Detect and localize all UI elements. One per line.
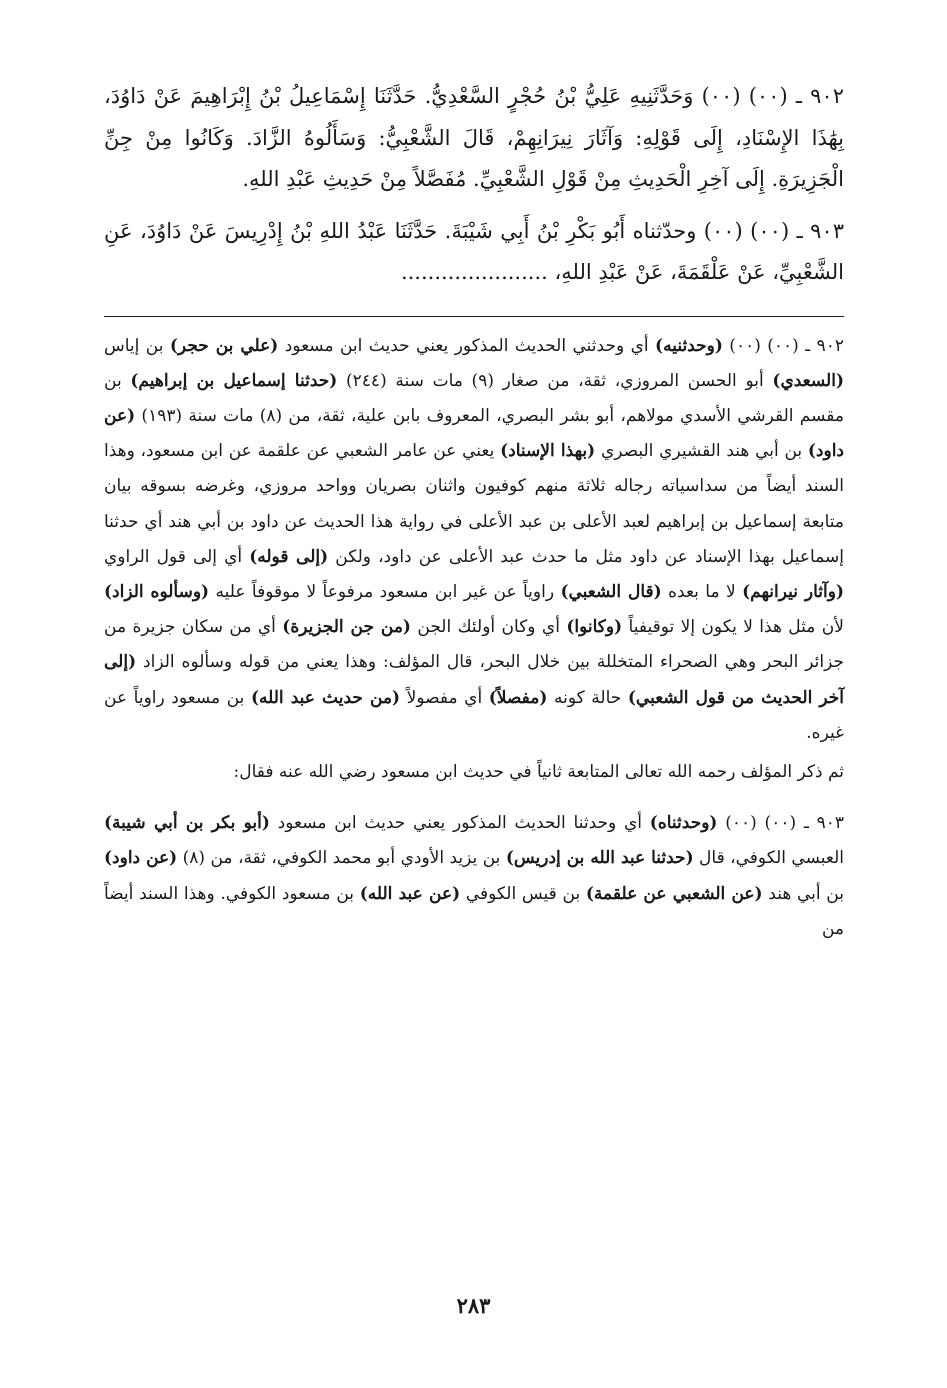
commentary-term: (من جن الجزيرة) xyxy=(282,617,411,638)
commentary-text: بن أبي هند القشيري البصري xyxy=(595,441,808,462)
commentary-text: أي وكان أولئك الجن xyxy=(410,617,567,638)
commentary-text: ٩٠٣ ـ (٠٠) (٠٠) xyxy=(717,813,845,834)
commentary-903 xyxy=(104,806,844,947)
commentary-term: (عن الشعبي عن علقمة) xyxy=(585,883,763,904)
commentary-text: لا ما بعده xyxy=(661,581,743,602)
commentary-text: ٩٠٢ ـ (٠٠) (٠٠) xyxy=(722,335,845,356)
hadith-903: ٩٠٣ ـ (٠٠) (٠٠) وحدّثناه أَبُو بَكْرِ بْنُ أَبِي شَيْبَةَ. حَدَّثَنَا عَبْدُ اللهِ بْنُ إِدْرِيسَ عَنْ دَاوُدَ، عَنِ الشَّعْبِيِّ، عَنْ عَلْقَمَةَ، عَنْ عَبْدِ اللهِ، ...................... xyxy=(104,218,844,284)
commentary-text: لأن مثل هذا لا يكون إلا توقيفياً xyxy=(622,617,844,638)
commentary xyxy=(104,329,844,947)
footnote-divider xyxy=(104,316,844,317)
commentary-term: (حدثنا إسماعيل بن إبراهيم) xyxy=(130,370,338,391)
commentary-text: بن يزيد الأودي أبو محمد الكوفي، ثقة، من (٨) xyxy=(177,848,506,869)
commentary-term: (وكانوا) xyxy=(566,617,623,638)
commentary-text: حالة كونه xyxy=(547,687,628,708)
commentary-text: بن مسعود الكوفي. وهذا السند أيضاً من xyxy=(104,883,844,939)
commentary-term: (إلى آخر الحديث من قول الشعبي) xyxy=(104,652,844,708)
commentary-text: بن قيس الكوفي xyxy=(460,883,586,904)
commentary-term: (علي بن حجر) xyxy=(169,335,279,356)
commentary-text: بن إياس xyxy=(104,335,170,356)
commentary-text: أي إلى قول الراوي xyxy=(104,546,250,567)
commentary-text: راوياً عن غير ابن مسعود مرفوعاً لا موقوفاً عليه xyxy=(209,581,561,602)
commentary-term: (من حديث عبد الله) xyxy=(250,687,401,708)
commentary-term: (عن داود) xyxy=(104,405,845,462)
commentary-text: يعني عن عامر الشعبي عن علقمة عن ابن مسعود، وهذا السند أيضاً من سداسياته رجاله ثلاثة منهم كوفيون واثنان بصريان وواحد مروزي، وغرضه بسوقه بيان متابعة إسماعيل بن إبراهيم لعبد الأعلى بن عبد الأعلى في رواية هذا الحديث عن داود بن أبي هند أي حدثنا إسماعيل بهذا الإسناد عن داود مثل ما حدث عبد الأعلى عن داود، ولكن xyxy=(104,441,845,567)
commentary-902 xyxy=(104,329,844,751)
commentary-transition: ثم ذكر المؤلف رحمه الله تعالى المتابعة ثانياً في حديث ابن مسعود رضي الله عنه فقال: xyxy=(233,761,844,782)
commentary-term: (قال الشعبي) xyxy=(560,581,662,602)
commentary-term: (وحدثنيه) xyxy=(655,335,723,356)
hadith-902: ٩٠٢ ـ (٠٠) (٠٠) وَحَدَّثَنِيهِ عَلِيُّ بْنُ حُجْرٍ السَّعْدِيُّ. حَدَّثَنَا إِسْمَاعِيلُ بْنُ إِبْرَاهِيمَ عَنْ دَاوُدَ، بِهَٰذَا الإِسْنَادِ، إِلَى قَوْلِهِ: وَآثَارَ نِيرَانِهِمْ، قَالَ الشَّعْبِيُّ: وَسَأَلُوهُ الزَّادَ. وَكَانُوا مِنْ جِنِّ الْجَزِيرَةِ. إِلَى آخِرِ الْحَدِيثِ مِنْ قَوْلِ الشَّعْبِيِّ. مُفَصَّلاً مِنْ حَدِيثِ عَبْدِ اللهِ. xyxy=(104,84,844,191)
commentary-text: أي من سكان جزيرة من جزائر البحر وهي الصحراء المتخللة بين خلال البحر، قال المؤلف: وهذا يعني من قوله وسألوه الزاد xyxy=(104,617,844,673)
commentary-text: العبسي الكوفي، قال xyxy=(693,848,844,869)
commentary-text: أي مفصولاً xyxy=(400,687,489,708)
commentary-term: (وآثار نيرانهم) xyxy=(742,581,845,602)
page-number: ٢٨٣ xyxy=(456,1293,491,1318)
commentary-text: بن أبي هند xyxy=(762,883,844,904)
commentary-text: أي وحدثني الحديث المذكور يعني حديث ابن مسعود xyxy=(278,335,656,356)
commentary-term: (بهذا الإسناد) xyxy=(500,441,596,462)
commentary-term: (السعدي) xyxy=(772,370,844,391)
commentary-term: (أبو بكر بن أبي شيبة) xyxy=(104,813,270,834)
commentary-text: أبو الحسن المروزي، ثقة، من صغار (٩) مات سنة (٢٤٤) xyxy=(337,370,773,391)
commentary-term: (وحدثناه) xyxy=(649,813,718,834)
commentary-term: (وسألوه الزاد) xyxy=(104,581,210,602)
commentary-text: بن مقسم القرشي الأسدي مولاهم، أبو بشر البصري، المعروف بابن علية، ثقة، من (٨) مات سنة (١٩٣) xyxy=(104,370,844,426)
commentary-text: أي وحدثنا الحديث المذكور يعني حديث ابن مسعود xyxy=(269,813,650,834)
commentary-term: (حدثنا عبد الله بن إدريس) xyxy=(505,848,694,869)
commentary-term: (إلى قوله) xyxy=(249,546,329,567)
hadith-text xyxy=(104,76,844,294)
commentary-term: (مفصلاً) xyxy=(488,687,548,708)
commentary-text: بن مسعود راوياً عن غيره. xyxy=(104,687,844,743)
commentary-term: (عن داود) xyxy=(104,848,178,869)
commentary-term: (عن عبد الله) xyxy=(359,883,461,904)
